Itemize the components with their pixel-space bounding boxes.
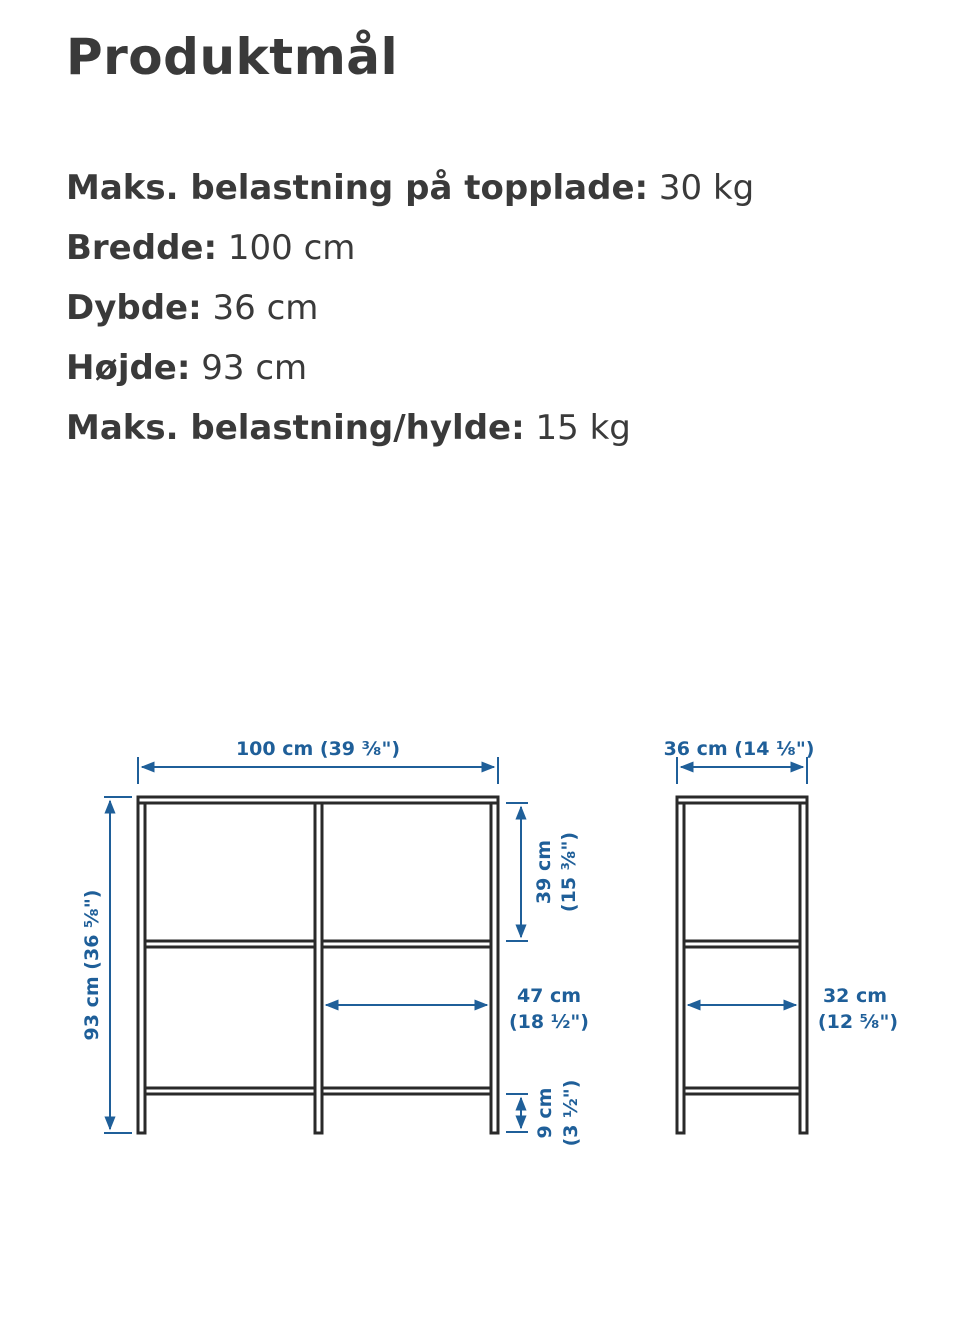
spec-label: Højde: bbox=[66, 348, 191, 388]
spec-label: Bredde: bbox=[66, 228, 218, 268]
front-bottom-shelf-left bbox=[145, 1088, 315, 1094]
side-top-board bbox=[677, 797, 807, 803]
inner-depth-in: (12 ⁵⁄₈") bbox=[817, 1011, 899, 1033]
spec-label: Maks. belastning/hylde: bbox=[66, 408, 525, 448]
side-view bbox=[677, 797, 807, 1133]
leg-height-cm: 9 cm bbox=[534, 1087, 556, 1139]
front-middle-shelf-left bbox=[145, 941, 315, 947]
side-back-leg bbox=[800, 803, 807, 1133]
front-middle-leg bbox=[315, 803, 322, 1133]
inner-depth-cm: 32 cm bbox=[822, 985, 888, 1007]
spec-value: 36 cm bbox=[212, 288, 319, 328]
side-middle-shelf bbox=[684, 941, 800, 947]
front-right-leg bbox=[491, 803, 498, 1133]
page-title: Produktmål bbox=[66, 28, 399, 86]
spec-row-width bbox=[66, 218, 754, 278]
spec-list bbox=[66, 158, 754, 458]
width-label: 100 cm (39 ³⁄₈") bbox=[235, 738, 401, 760]
spec-row-max-load-top bbox=[66, 158, 754, 218]
height-label: 93 cm (36 ⁵⁄₈") bbox=[81, 889, 103, 1041]
inner-width-cm: 47 cm bbox=[516, 985, 582, 1007]
depth-label: 36 cm (14 ¹⁄₈") bbox=[663, 738, 815, 760]
top-compartment-dimension bbox=[506, 803, 528, 941]
front-view bbox=[138, 797, 498, 1133]
side-front-leg bbox=[677, 803, 684, 1133]
front-left-leg bbox=[138, 803, 145, 1133]
side-bottom-shelf bbox=[684, 1088, 800, 1094]
front-middle-shelf-right bbox=[322, 941, 491, 947]
spec-row-height bbox=[66, 338, 754, 398]
front-bottom-shelf-right bbox=[322, 1088, 491, 1094]
leg-height-dimension bbox=[506, 1094, 528, 1132]
spec-row-max-load-shelf bbox=[66, 398, 754, 458]
inner-width-in: (18 ½") bbox=[509, 1011, 589, 1033]
spec-value: 30 kg bbox=[658, 168, 755, 208]
spec-label: Maks. belastning på topplade: bbox=[66, 168, 649, 208]
depth-dimension bbox=[677, 757, 807, 784]
width-dimension bbox=[138, 757, 498, 784]
height-dimension bbox=[104, 797, 132, 1133]
spec-value: 15 kg bbox=[535, 408, 631, 448]
spec-value: 93 cm bbox=[201, 348, 308, 388]
leg-height-in: (3 ½") bbox=[560, 1079, 582, 1147]
top-compartment-cm: 39 cm bbox=[533, 839, 555, 905]
top-compartment-in: (15 ³⁄₈") bbox=[558, 831, 580, 913]
spec-row-depth bbox=[66, 278, 754, 338]
dimension-drawing bbox=[0, 700, 960, 1200]
spec-label: Dybde: bbox=[66, 288, 202, 328]
spec-value: 100 cm bbox=[227, 228, 356, 268]
